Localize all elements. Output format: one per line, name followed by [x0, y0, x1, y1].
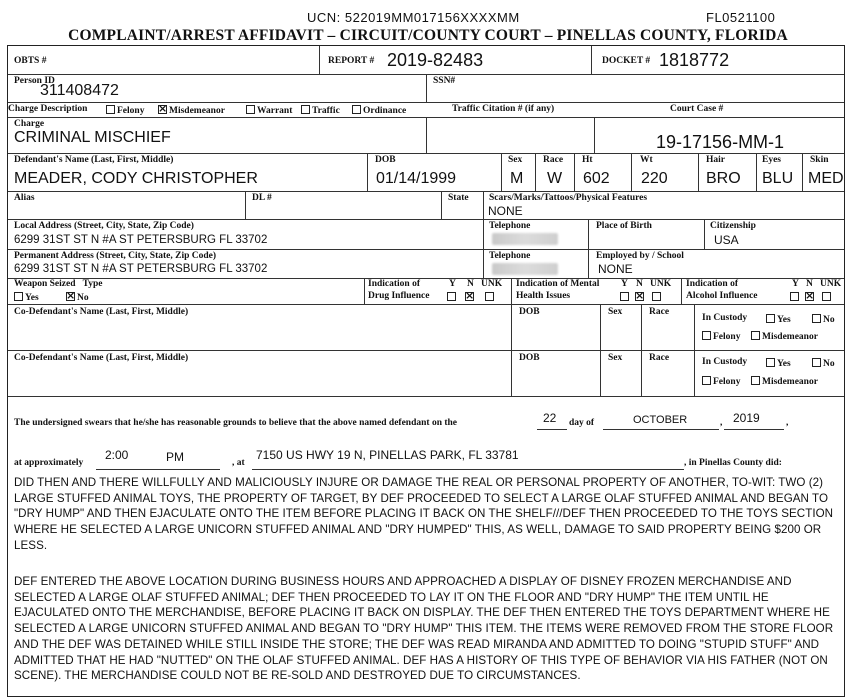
- form-code: FL0521100: [706, 10, 776, 25]
- alcohol-n-checkbox[interactable]: [805, 292, 816, 304]
- codefendant-1-name-label: Co-Defendant's Name (Last, First, Middle): [14, 307, 189, 317]
- employed-value: NONE: [598, 262, 633, 276]
- alcohol-y-checkbox[interactable]: [790, 292, 801, 304]
- local-telephone-label: Telephone: [489, 221, 531, 231]
- mental-label-2: Health Issues: [516, 291, 571, 301]
- ucn-number: UCN: 522019MM017156XXXXMM: [307, 10, 520, 25]
- day-value: 22: [543, 411, 557, 425]
- felony-checkbox[interactable]: Felony: [106, 105, 144, 117]
- codefendant-2-dob-label: DOB: [519, 353, 540, 363]
- race-value: W: [547, 170, 563, 187]
- eyes-value: BLU: [762, 170, 794, 187]
- comma-1: ,: [720, 418, 723, 428]
- drug-y-label: Y: [449, 279, 456, 289]
- narrative-paragraph-1: DID THEN AND THERE WILLFULLY AND MALICIOUSLY INJURE OR DAMAGE THE REAL OR PERSONAL PROPERTY OF ANOTHER, TO-WIT: TWO (2) LARGE STUFFED ANIMAL TOYS, THE PROPERTY OF TARGET, BY DEF PROCEEDED TO SELECT A LARGE OLAF STUFFED ANIMAL AND BEGAN TO "DRY HUMP" AND THEN EJACULATE ONTO THE ITEM BEFORE PLACING IT BACK ON THE SHELF///DEF THEN PROCEEDED TO THE TOYS SECTION WHERE HE SELECTED A LARGE UNICORN STUFFED ANIMAL AND "DRY HUMPED" THIS, AS WELL, DAMAGE TO SAID PROPERTY BEING $200 OR LESS.: [14, 476, 834, 552]
- month-value: OCTOBER: [633, 414, 688, 426]
- traffic-citation-label: Traffic Citation # (if any): [452, 104, 555, 114]
- race-label: Race: [543, 155, 564, 165]
- codefendant-1-misdemeanor-checkbox[interactable]: Misdemeanor: [751, 331, 818, 343]
- hair-label: Hair: [706, 155, 725, 165]
- mental-y-label: Y: [621, 279, 628, 289]
- alias-label: Alias: [14, 193, 35, 203]
- alcohol-label-1: Indication of: [686, 279, 738, 289]
- place-of-birth-label: Place of Birth: [596, 221, 652, 231]
- mental-y-checkbox[interactable]: [620, 292, 631, 304]
- person-id-label: Person ID: [14, 76, 55, 86]
- dob-value: 01/14/1999: [376, 170, 457, 187]
- report-label: REPORT #: [328, 56, 375, 66]
- weapon-no-checkbox[interactable]: × No: [66, 292, 89, 304]
- codefendant-1-no-checkbox[interactable]: No: [812, 314, 835, 326]
- employed-label: Employed by / School: [596, 251, 684, 261]
- court-case-value: 19-17156-MM-1: [656, 132, 785, 152]
- alcohol-y-label: Y: [792, 279, 799, 289]
- hair-value: BRO: [706, 170, 741, 187]
- docket-label: DOCKET #: [602, 56, 651, 66]
- person-id-value: 311408472: [40, 82, 119, 99]
- sex-label: Sex: [508, 155, 523, 165]
- citizenship-value: USA: [714, 233, 739, 247]
- misdemeanor-checkbox[interactable]: × Misdemeanor: [158, 105, 225, 117]
- local-address-label: Local Address (Street, City, State, Zip Code): [14, 221, 194, 231]
- ampm-value: PM: [166, 450, 184, 464]
- location-value: 7150 US HWY 19 N, PINELLAS PARK, FL 33781: [256, 448, 519, 462]
- mental-n-checkbox[interactable]: [635, 292, 646, 304]
- drug-label-1: Indication of: [368, 279, 420, 289]
- codefendant-2-yes-checkbox[interactable]: Yes: [766, 358, 791, 370]
- traffic-checkbox[interactable]: Traffic: [301, 105, 340, 117]
- drug-n-checkbox[interactable]: [465, 292, 476, 304]
- codefendant-2-sex-label: Sex: [608, 353, 623, 363]
- scars-label: Scars/Marks/Tattoos/Physical Features: [489, 193, 648, 203]
- codefendant-2-race-label: Race: [649, 353, 670, 363]
- skin-label: Skin: [810, 155, 829, 165]
- comma-2: ,: [786, 418, 789, 428]
- skin-value: MED: [808, 170, 844, 187]
- narrative-paragraph-2: DEF ENTERED THE ABOVE LOCATION DURING BUSINESS HOURS AND APPROACHED A DISPLAY OF DISNEY FROZEN MERCHANDISE AND SELECTED A LARGE OLAF STUFFED ANIMAL; DEF THEN PROCEEDED TO LAY IT ON THE FLOOR AND "DRY HUMP" THE ITEM UNTIL HE EJACULATED ONTO THE MERCHANDISE, BEFORE PLACING IT BACK ON DISPLAY. THE DEF THEN ENTERED THE TOYS DEPARTMENT WHERE HE SELECTED A LARGE UNICORN STUFFED ANIMAL AND BEGAN TO "DRY HUMP" THIS ITEM. THE ITEMS WERE REMOVED FROM THE STORE FLOOR AND THE DEF WAS DETAINED WHILE STILL INSIDE THE STORE; THE DEF WAS READ MIRANDA AND ADMITTED TO DOING "STUPID STUFF" AND ADMITTED THAT HE HAD "NUTTED" ON THE OLAF STUFFED ANIMAL. DEF HAS A HISTORY OF THIS TYPE OF BEHAVIOR VIA HIS FATHER (NOT ON SCENE). THE MERCHANDISE COULD NOT BE RE-SOLD AND DESTROYED DUE TO CIRCUMSTANCES.: [14, 575, 834, 683]
- codefendant-2-no-checkbox[interactable]: No: [812, 358, 835, 370]
- docket-number: 1818772: [659, 50, 730, 70]
- day-of-label: day of: [569, 418, 595, 428]
- defendant-name-label: Defendant's Name (Last, First, Middle): [14, 155, 174, 165]
- redacted-phone-1: [492, 233, 558, 245]
- year-value: 2019: [733, 411, 760, 425]
- defendant-name-value: MEADER, CODY CHRISTOPHER: [14, 170, 258, 187]
- codefendant-2-misdemeanor-checkbox[interactable]: Misdemeanor: [751, 376, 818, 388]
- drug-unk-label: UNK: [481, 279, 503, 289]
- codefendant-1-dob-label: DOB: [519, 307, 540, 317]
- drug-unk-checkbox[interactable]: [485, 292, 496, 304]
- ordinance-checkbox[interactable]: Ordinance: [352, 105, 406, 117]
- drug-n-label: N: [467, 279, 474, 289]
- scars-value: NONE: [488, 204, 523, 218]
- sex-value: M: [510, 170, 524, 187]
- affidavit-form: [7, 45, 845, 697]
- sworn-statement-text: The undersigned swears that he/she has reasonable grounds to believe that the above named defendant on the: [14, 418, 458, 428]
- redacted-phone-2: [492, 263, 558, 275]
- codefendant-2-name-label: Co-Defendant's Name (Last, First, Middle): [14, 353, 189, 363]
- time-value: 2:00: [105, 448, 129, 462]
- codefendant-1-yes-checkbox[interactable]: Yes: [766, 314, 791, 326]
- dl-label: DL #: [252, 193, 272, 203]
- ssn-label: SSN#: [433, 76, 456, 86]
- at-label: , at: [232, 458, 245, 468]
- obts-label: OBTS #: [14, 56, 47, 66]
- codefendant-1-sex-label: Sex: [608, 307, 623, 317]
- ht-value: 602: [583, 170, 610, 187]
- approx-label: at approximately: [14, 458, 84, 468]
- alcohol-n-label: N: [806, 279, 813, 289]
- wt-value: 220: [641, 170, 668, 187]
- codefendant-2-custody-label: In Custody: [702, 357, 748, 367]
- page-title: COMPLAINT/ARREST AFFIDAVIT – CIRCUIT/COUNTY COURT – PINELLAS COUNTY, FLORIDA: [68, 27, 788, 44]
- charge-label: Charge: [14, 119, 45, 129]
- alcohol-unk-label: UNK: [820, 279, 842, 289]
- permanent-address-label: Permanent Address (Street, City, State, Zip Code): [14, 251, 217, 261]
- drug-y-checkbox[interactable]: [447, 292, 458, 304]
- court-case-label: Court Case #: [670, 104, 724, 114]
- ht-label: Ht: [582, 155, 593, 165]
- permanent-address-value: 6299 31ST ST N #A ST PETERSBURG FL 33702: [14, 263, 268, 275]
- charge-description-label: Charge Description: [8, 104, 88, 114]
- mental-label-1: Indication of Mental: [516, 279, 600, 289]
- eyes-label: Eyes: [762, 155, 781, 165]
- citizenship-label: Citizenship: [710, 221, 756, 231]
- local-address-value: 6299 31ST ST N #A ST PETERSBURG FL 33702: [14, 234, 268, 246]
- codefendant-2-felony-checkbox[interactable]: Felony: [702, 376, 740, 388]
- drug-label-2: Drug Influence: [368, 291, 430, 301]
- codefendant-1-felony-checkbox[interactable]: Felony: [702, 331, 740, 343]
- charge-value: CRIMINAL MISCHIEF: [14, 129, 171, 146]
- alcohol-unk-checkbox[interactable]: [822, 292, 833, 304]
- codefendant-1-race-label: Race: [649, 307, 670, 317]
- dob-label: DOB: [375, 155, 396, 165]
- permanent-telephone-label: Telephone: [489, 251, 531, 261]
- weapon-seized-label: Weapon Seized Type: [14, 279, 103, 289]
- mental-n-label: N: [636, 279, 643, 289]
- report-number: 2019-82483: [387, 50, 484, 70]
- mental-unk-label: UNK: [650, 279, 672, 289]
- state-label: State: [448, 193, 469, 203]
- alcohol-label-2: Alcohol Influence: [686, 291, 758, 301]
- wt-label: Wt: [640, 155, 653, 165]
- warrant-checkbox[interactable]: Warrant: [246, 105, 292, 117]
- county-label: , in Pinellas County did:: [684, 458, 782, 468]
- mental-unk-checkbox[interactable]: [652, 292, 663, 304]
- codefendant-1-custody-label: In Custody: [702, 313, 748, 323]
- weapon-yes-checkbox[interactable]: Yes: [14, 292, 39, 304]
